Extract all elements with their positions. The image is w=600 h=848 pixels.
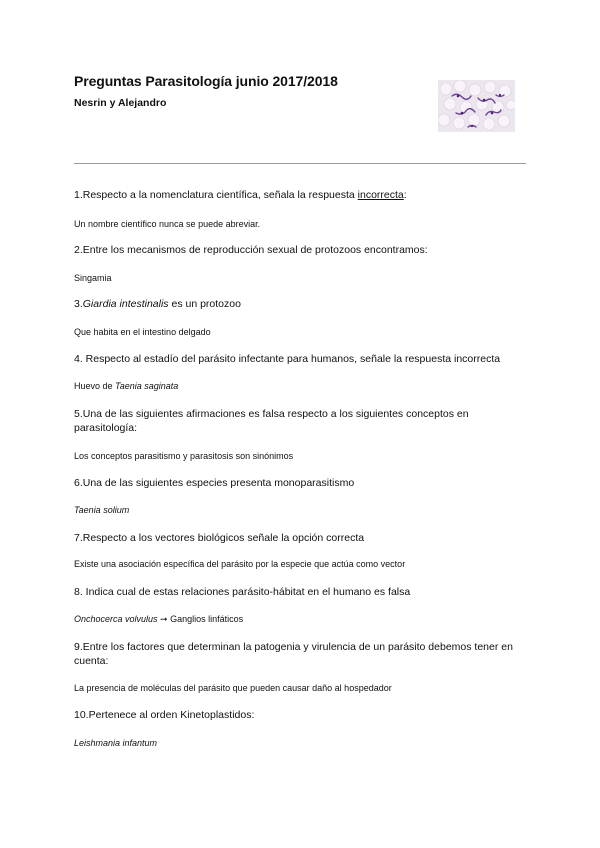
answer-6 bbox=[74, 504, 529, 516]
answer-4-species: Taenia saginata bbox=[115, 381, 179, 391]
question-10: 10.Pertenece al orden Kinetoplastidos: bbox=[74, 709, 255, 721]
question-3 bbox=[74, 297, 529, 311]
answer-7: Existe una asociación específica del parásito por la especie que actúa como vector bbox=[74, 559, 406, 569]
question-1 bbox=[74, 188, 529, 202]
document-title: Preguntas Parasitología junio 2017/2018 bbox=[74, 73, 338, 89]
question-4: 4. Respecto al estadío del parásito infectante para humanos, señale la respuesta incorrecta bbox=[74, 353, 501, 365]
answer-2: Singamia bbox=[74, 273, 112, 283]
question-5: 5.Una de las siguientes afirmaciones es falsa respecto a los siguientes conceptos en parasitología: bbox=[74, 408, 469, 434]
horizontal-divider bbox=[74, 163, 526, 164]
question-1-colon: : bbox=[403, 189, 407, 201]
answer-6-species: Taenia solium bbox=[74, 505, 130, 515]
answer-8-species: Onchocerca volvulus bbox=[74, 614, 158, 624]
question-6: 6.Una de las siguientes especies presenta monoparasitismo bbox=[74, 477, 355, 489]
answer-8 bbox=[74, 613, 529, 625]
answer-3: Que habita en el intestino delgado bbox=[74, 327, 211, 337]
answer-5: Los conceptos parasitismo y parasitosis son sinónimos bbox=[74, 451, 294, 461]
answer-9: La presencia de moléculas del parásito que pueden causar daño al hospedador bbox=[74, 683, 392, 693]
question-2: 2.Entre los mecanismos de reproducción sexual de protozoos encontramos: bbox=[74, 244, 428, 256]
document-authors: Nesrin y Alejandro bbox=[74, 97, 167, 109]
question-9: 9.Entre los factores que determinan la patogenia y virulencia de un parásito debemos tener en cuenta: bbox=[74, 641, 513, 667]
question-1-underlined: incorrecta bbox=[357, 189, 404, 201]
answer-4 bbox=[74, 380, 529, 392]
answer-4-text: Huevo de bbox=[74, 381, 116, 391]
answer-1: Un nombre científico nunca se puede abreviar. bbox=[74, 219, 261, 229]
answer-8-text: ➞ Ganglios linfáticos bbox=[157, 614, 244, 624]
question-7: 7.Respecto a los vectores biológicos señale la opción correcta bbox=[74, 532, 365, 544]
question-3-species: Giardia intestinalis bbox=[82, 298, 169, 310]
question-3-text: es un protozoo bbox=[168, 298, 241, 310]
question-1-text: 1.Respecto a la nomenclatura científica, señala la respuesta bbox=[74, 189, 358, 201]
question-3-number: 3. bbox=[74, 298, 83, 310]
question-8: 8. Indica cual de estas relaciones parásito-hábitat en el humano es falsa bbox=[74, 586, 411, 598]
blood-smear-image bbox=[438, 80, 515, 132]
answer-10-species: Leishmania infantum bbox=[74, 738, 158, 748]
answer-10 bbox=[74, 737, 529, 749]
